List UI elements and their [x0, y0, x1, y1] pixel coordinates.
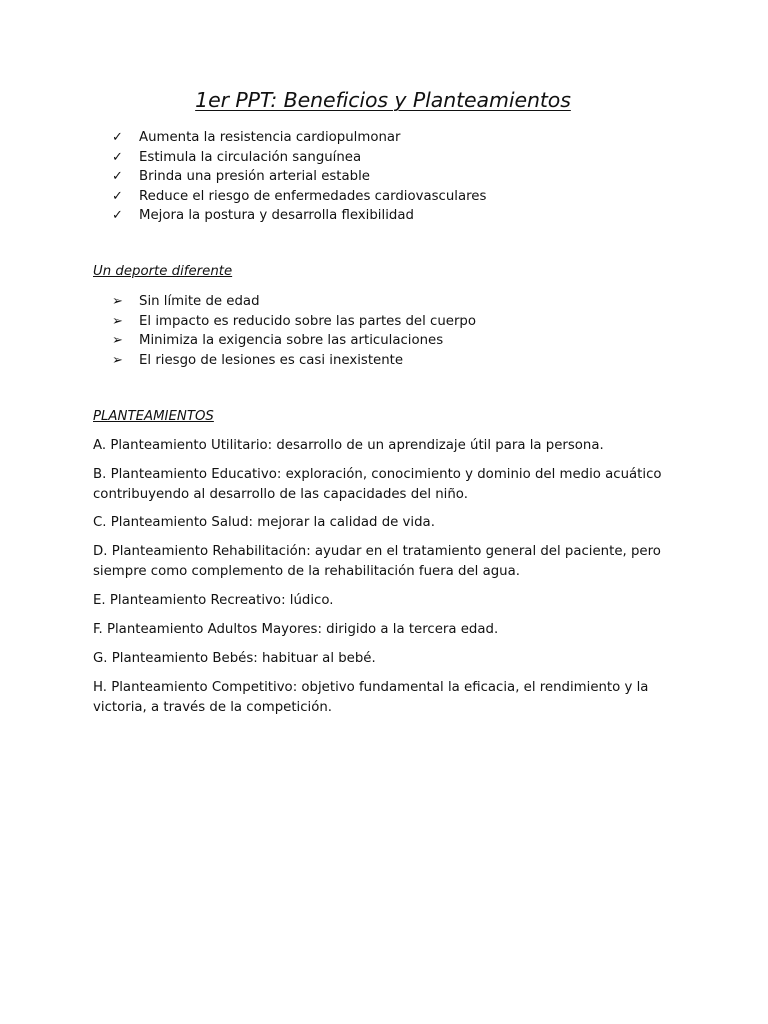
list-item-text: El impacto es reducido sobre las partes del cuerpo — [139, 313, 476, 329]
check-mark-icon: ✓ — [112, 188, 123, 204]
check-mark-icon: ✓ — [112, 130, 123, 145]
arrowhead-icon: ➢ — [112, 352, 123, 368]
list-item — [112, 351, 476, 371]
approach-paragraph: F. Planteamiento Adultos Mayores: dirigido a la tercera edad. — [93, 622, 499, 637]
list-item-text: Reduce el riesgo de enfermedades cardiovasculares — [139, 188, 487, 204]
list-item — [112, 148, 486, 168]
list-item-text: Brinda una presión arterial estable — [139, 169, 370, 184]
list-item — [112, 331, 476, 351]
list-item — [112, 206, 486, 226]
different-sport-list — [112, 292, 476, 370]
approach-paragraph: B. Planteamiento Educativo: exploración, conocimiento y dominio del medio acuático contribuyendo al desarrollo de las capacidades del niño. — [93, 467, 662, 502]
approach-paragraph: H. Planteamiento Competitivo: objetivo fundamental la eficacia, el rendimiento y la victoria, a través de la competición. — [93, 680, 649, 715]
arrowhead-icon: ➢ — [112, 294, 123, 309]
list-item-text: Minimiza la exigencia sobre las articulaciones — [139, 333, 444, 348]
list-item — [112, 292, 476, 312]
check-mark-icon: ✓ — [112, 149, 123, 165]
approach-paragraph: D. Planteamiento Rehabilitación: ayudar en el tratamiento general del paciente, pero siempre como complemento de la rehabilitación fuera del agua. — [93, 544, 661, 579]
list-item-text: Mejora la postura y desarrolla flexibilidad — [139, 208, 414, 223]
check-mark-icon: ✓ — [112, 169, 123, 184]
arrowhead-icon: ➢ — [112, 313, 123, 329]
list-item-text: Estimula la circulación sanguínea — [139, 149, 362, 165]
check-mark-icon: ✓ — [112, 208, 123, 223]
benefits-list — [112, 128, 486, 226]
approach-paragraph: A. Planteamiento Utilitario: desarrollo de un aprendizaje útil para la persona. — [93, 438, 604, 453]
list-item-text: Sin límite de edad — [139, 294, 260, 309]
document-title: 1er PPT: Beneficios y Planteamientos — [195, 88, 571, 112]
arrowhead-icon: ➢ — [112, 333, 123, 348]
list-item — [112, 187, 486, 207]
approach-paragraph: E. Planteamiento Recreativo: lúdico. — [93, 593, 334, 608]
list-item — [112, 128, 486, 148]
approach-paragraph: C. Planteamiento Salud: mejorar la calidad de vida. — [93, 515, 435, 530]
approach-paragraph: G. Planteamiento Bebés: habituar al bebé. — [93, 651, 376, 666]
list-item-text: Aumenta la resistencia cardiopulmonar — [139, 130, 401, 145]
section-heading-approaches: PLANTEAMIENTOS — [93, 409, 214, 424]
list-item-text: El riesgo de lesiones es casi inexistente — [139, 352, 404, 368]
list-item — [112, 167, 486, 187]
section-heading-different-sport: Un deporte diferente — [93, 264, 233, 279]
list-item — [112, 312, 476, 332]
